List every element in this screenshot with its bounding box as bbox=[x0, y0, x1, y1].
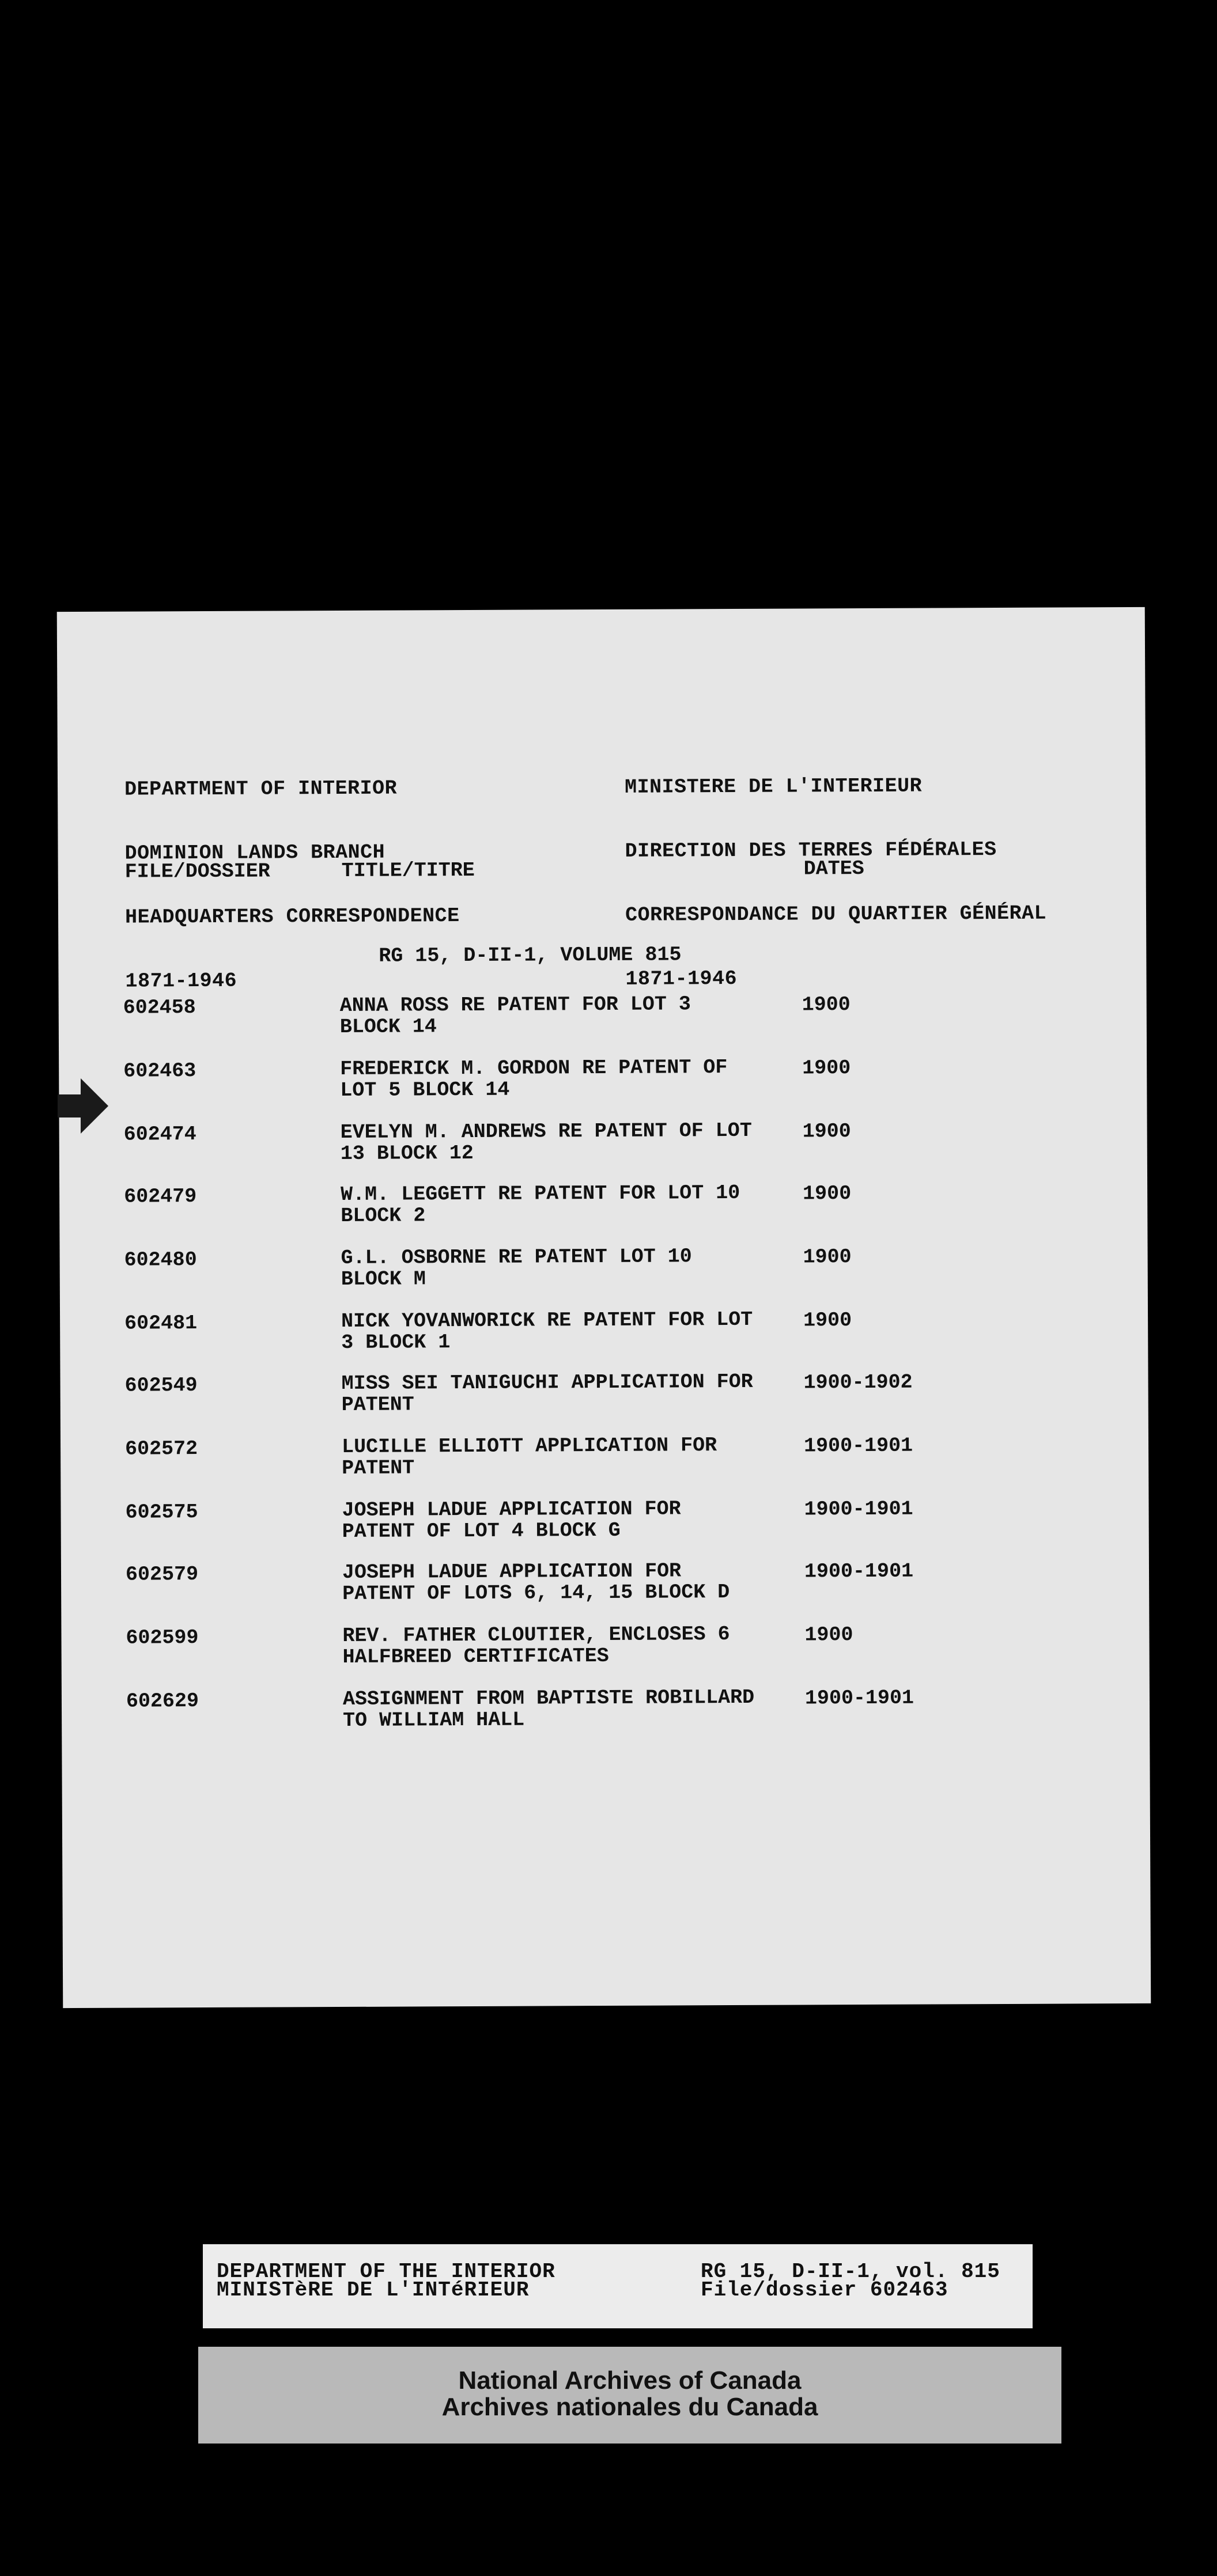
header-line: 1871-1946 bbox=[125, 969, 237, 993]
file-number: 602629 bbox=[126, 1689, 199, 1713]
header-line: HEADQUARTERS CORRESPONDENCE bbox=[124, 904, 460, 929]
list-item bbox=[60, 1244, 1148, 1312]
list-item bbox=[59, 992, 1147, 1060]
file-title: JOSEPH LADUE APPLICATION FOR PATENT OF LOT 4 BLOCK G bbox=[342, 1497, 681, 1543]
header-line: DIRECTION DES TERRES FÉDÉRALES bbox=[625, 838, 997, 863]
file-title: REV. FATHER CLOUTIER, ENCLOSES 6 HALFBREED CERTIFICATES bbox=[342, 1623, 730, 1669]
file-dates: 1900 bbox=[802, 993, 851, 1017]
volume-heading: RG 15, D-II-1, VOLUME 815 bbox=[379, 943, 682, 968]
file-number: 602474 bbox=[123, 1123, 196, 1146]
file-number: 602575 bbox=[125, 1501, 198, 1524]
list-item bbox=[59, 1181, 1147, 1249]
file-title: FREDERICK M. GORDON RE PATENT OF LOT 5 BLOCK 14 bbox=[340, 1056, 728, 1102]
file-dates: 1900 bbox=[804, 1623, 853, 1647]
header-line: MINISTERE DE L'INTERIEUR bbox=[624, 774, 923, 799]
header-line: 1871-1946 bbox=[625, 967, 738, 991]
file-dates: 1900-1901 bbox=[804, 1559, 914, 1584]
header-english bbox=[124, 735, 460, 1035]
file-number: 602479 bbox=[124, 1185, 197, 1209]
file-number: 602549 bbox=[124, 1374, 198, 1397]
archive-label bbox=[203, 2244, 1033, 2328]
header-line: DEPARTMENT OF INTERIOR bbox=[124, 776, 398, 801]
file-title: W.M. LEGGETT RE PATENT FOR LOT 10 BLOCK 2 bbox=[341, 1181, 740, 1228]
file-dates: 1900-1901 bbox=[804, 1497, 913, 1521]
file-title: EVELYN M. ANDREWS RE PATENT OF LOT 13 BLOCK 12 bbox=[340, 1119, 752, 1165]
file-dates: 1900 bbox=[803, 1182, 852, 1206]
file-title: ANNA ROSS RE PATENT FOR LOT 3 BLOCK 14 bbox=[339, 992, 691, 1039]
file-dates: 1900 bbox=[803, 1245, 852, 1269]
file-number: 602572 bbox=[124, 1437, 198, 1461]
arrow-right-icon bbox=[58, 1077, 109, 1135]
label-reference: RG 15, D-II-1, vol. 815 bbox=[701, 2260, 1000, 2283]
label-dept-en: DEPARTMENT OF THE INTERIOR bbox=[217, 2260, 555, 2283]
file-dates: 1900 bbox=[802, 1120, 851, 1143]
file-title: ASSIGNMENT FROM BAPTISTE ROBILLARD TO WILLIAM HALL bbox=[342, 1685, 755, 1732]
list-item bbox=[62, 1685, 1150, 1753]
file-number: 602579 bbox=[125, 1563, 199, 1586]
file-title: MISS SEI TANIGUCHI APPLICATION FOR PATENT bbox=[341, 1370, 753, 1416]
document-page bbox=[57, 607, 1151, 2008]
file-number: 602599 bbox=[126, 1626, 199, 1650]
file-number: 602458 bbox=[123, 996, 196, 1020]
header-line: CORRESPONDANCE DU QUARTIER GÉNÉRAL bbox=[625, 901, 1047, 927]
list-item bbox=[59, 1055, 1147, 1123]
file-dates: 1900-1901 bbox=[804, 1686, 914, 1710]
archive-stamp bbox=[198, 2347, 1061, 2444]
header-line: DOMINION LANDS BRANCH bbox=[124, 840, 385, 865]
archive-name-en: National Archives of Canada bbox=[458, 2366, 802, 2395]
label-dept-fr: MINISTèRE DE L'INTéRIEUR bbox=[217, 2278, 530, 2302]
list-item bbox=[61, 1622, 1149, 1690]
list-item bbox=[59, 1119, 1147, 1187]
label-file-number: File/dossier 602463 bbox=[701, 2278, 948, 2302]
list-item bbox=[60, 1308, 1148, 1376]
file-number: 602481 bbox=[124, 1312, 198, 1335]
file-title: LUCILLE ELLIOTT APPLICATION FOR PATENT bbox=[341, 1434, 717, 1480]
file-dates: 1900-1902 bbox=[803, 1370, 913, 1395]
file-dates: 1900-1901 bbox=[803, 1434, 913, 1458]
file-dates: 1900 bbox=[803, 1309, 852, 1332]
file-title: G.L. OSBORNE RE PATENT LOT 10 BLOCK M bbox=[341, 1245, 692, 1291]
file-title: JOSEPH LADUE APPLICATION FOR PATENT OF LOTS 6, 14, 15 BLOCK D bbox=[342, 1559, 730, 1605]
column-header-title: TITLE/TITRE bbox=[341, 858, 475, 882]
file-title: NICK YOVANWORICK RE PATENT FOR LOT 3 BLOCK 1 bbox=[341, 1308, 753, 1354]
file-number: 602480 bbox=[124, 1248, 197, 1272]
list-item bbox=[61, 1497, 1148, 1564]
list-item bbox=[61, 1433, 1148, 1501]
header-french bbox=[625, 733, 1047, 1033]
column-header-dates: DATES bbox=[803, 857, 864, 881]
file-number: 602463 bbox=[123, 1059, 196, 1083]
column-header-file: FILE/DOSSIER bbox=[124, 859, 270, 884]
list-item bbox=[61, 1559, 1149, 1627]
archive-name-fr: Archives nationales du Canada bbox=[441, 2393, 818, 2421]
file-dates: 1900 bbox=[802, 1056, 851, 1080]
list-item bbox=[60, 1370, 1148, 1438]
